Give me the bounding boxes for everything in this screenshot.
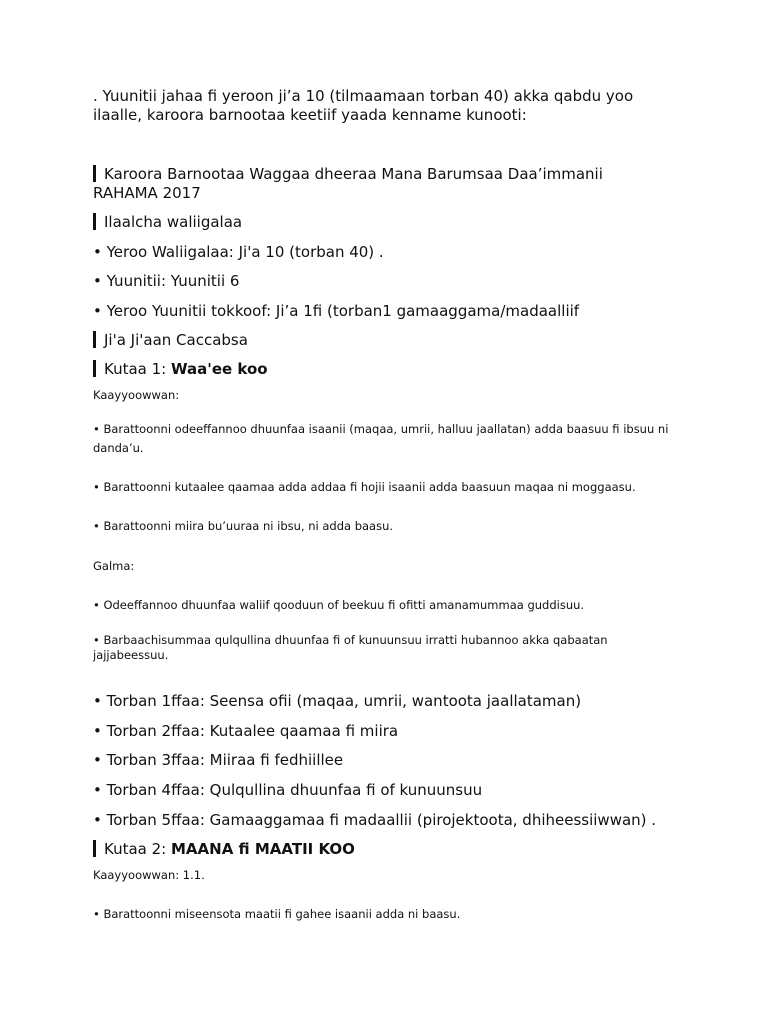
general-heading: [93, 213, 693, 232]
unit1-result-2-line-1: • Barbaachisummaa qulqullina dhuunfaa fi of kunuunsuu irratti hubannoo akka qabaatan: [93, 633, 608, 647]
unit1-objective-2: • Barattoonni kutaalee qaamaa adda addaa fi hojii isaanii adda baasuun maqaa ni moggaasu.: [93, 480, 636, 494]
unit2-objective-1: • Barattoonni miseensota maatii fi gahee isaanii adda ni baasu.: [93, 907, 461, 921]
general-item-total-time: • Yeroo Waliigalaa: Ji'a 10 (torban 40) .: [93, 243, 384, 261]
general-item-unit-time: • Yeroo Yuunitii tokkoof: Ji’a 1fi (torban1 gamaaggama/madaalliif: [93, 302, 580, 320]
heading-marker-bar: [93, 213, 96, 230]
unit1-result-label: Galma:: [93, 559, 135, 573]
unit1-objective-1-line-2: danda’u.: [93, 441, 144, 455]
unit1-heading: [93, 360, 693, 379]
unit1-week-3: • Torban 3ffaa: Miiraa fi fedhiillee: [93, 751, 344, 769]
heading-marker-bar: [93, 840, 96, 857]
general-heading-text: Ilaalcha waliigalaa: [104, 213, 243, 231]
heading-marker-bar: [93, 331, 96, 348]
month-heading-text: Ji'a Ji'aan Caccabsa: [104, 331, 248, 349]
plan-heading-line-2: RAHAMA 2017: [93, 184, 201, 202]
unit1-objective-3: • Barattoonni miira bu’uuraa ni ibsu, ni adda baasu.: [93, 519, 394, 533]
unit1-result-1: • Odeeffannoo dhuunfaa waliif qooduun of beekuu fi ofitti amanamummaa guddisuu.: [93, 598, 585, 612]
unit1-week-2: • Torban 2ffaa: Kutaalee qaamaa fi miira: [93, 722, 399, 740]
unit1-week-1: • Torban 1ffaa: Seensa ofii (maqaa, umrii, wantoota jaallataman): [93, 692, 582, 710]
unit2-objectives-label: Kaayyoowwan: 1.1.: [93, 868, 205, 882]
unit2-heading: [93, 840, 693, 859]
unit1-prefix: Kutaa 1:: [104, 360, 171, 378]
unit1-objective-1-line-1: • Barattoonni odeeffannoo dhuunfaa isaanii (maqaa, umrii, halluu jaallatan) adda baasuu fi ibsuu ni: [93, 422, 669, 436]
unit1-result-2-line-2: jajjabeessuu.: [93, 648, 169, 662]
month-heading: [93, 331, 693, 350]
unit2-prefix: Kutaa 2:: [104, 840, 171, 858]
heading-marker-bar: [93, 360, 96, 377]
unit1-title: Waa'ee koo: [171, 360, 268, 378]
plan-heading: [93, 165, 693, 184]
unit2-title: MAANA fi MAATII KOO: [171, 840, 355, 858]
intro-line-1: . Yuunitii jahaa fi yeroon ji’a 10 (tilmaamaan torban 40) akka qabdu yoo: [93, 87, 634, 105]
plan-heading-line-1: Karoora Barnootaa Waggaa dheeraa Mana Barumsaa Daa’immanii: [104, 165, 603, 183]
intro-line-2: ilaalle, karoora barnootaa keetiif yaada kenname kunooti:: [93, 106, 527, 124]
unit1-week-5: • Torban 5ffaa: Gamaaggamaa fi madaallii (pirojektoota, dhiheessiiwwan) .: [93, 811, 657, 829]
unit1-objectives-label: Kaayyoowwan:: [93, 388, 180, 402]
unit1-week-4: • Torban 4ffaa: Qulqullina dhuunfaa fi of kunuunsuu: [93, 781, 483, 799]
heading-marker-bar: [93, 165, 96, 182]
general-item-units: • Yuunitii: Yuunitii 6: [93, 272, 240, 290]
